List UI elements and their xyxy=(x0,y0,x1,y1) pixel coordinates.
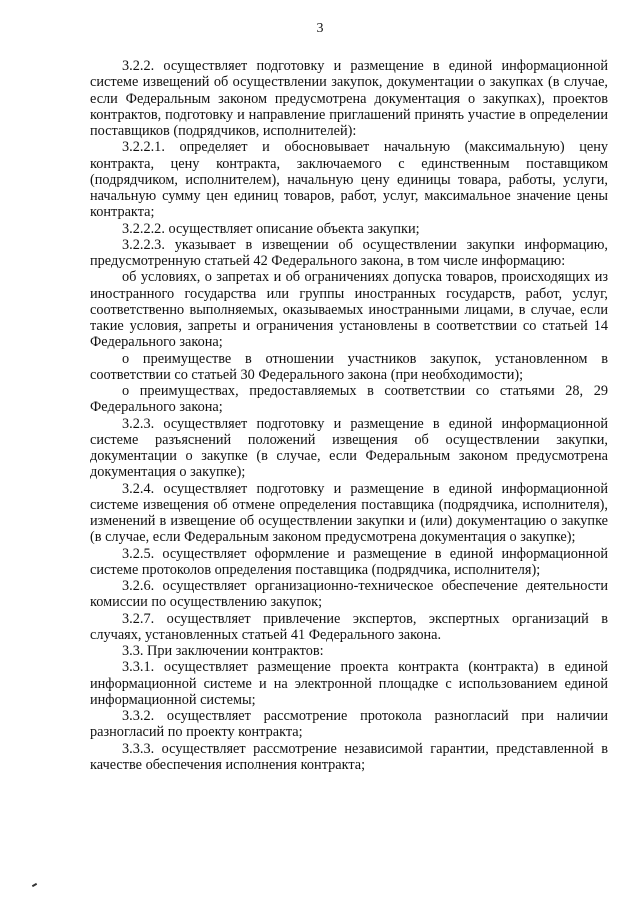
paragraph-3-2-5: 3.2.5. осуществляет оформление и размещение в единой информационной системе протоколов определения поставщика (подрядчика, исполнителя); xyxy=(90,545,608,578)
document-body xyxy=(90,58,608,773)
paragraph-3-3-3: 3.3.3. осуществляет рассмотрение независимой гарантии, представленной в качестве обеспечения исполнения контракта; xyxy=(90,740,608,773)
paragraph-3-2-2-1: 3.2.2.1. определяет и обосновывает начальную (максимальную) цену контракта, цену контракта, заключаемого с единственным поставщиком (подрядчиком, исполнителем), начальную цену единицы товара, работы, услуги, начальную сумму цен единиц товаров, работ, услуг, максимальное значение цены контракта; xyxy=(90,139,608,221)
paragraph-3-3-2: 3.3.2. осуществляет рассмотрение протокола разногласий при наличии разногласий по проекту контракта; xyxy=(90,708,608,741)
paragraph-3-2-7: 3.2.7. осуществляет привлечение экспертов, экспертных организаций в случаях, установленных статьей 41 Федерального закона. xyxy=(90,610,608,643)
paragraph-3-2-2-2: 3.2.2.2. осуществляет описание объекта закупки; xyxy=(122,220,420,237)
paragraph-3-2-3: 3.2.3. осуществляет подготовку и размещение в единой информационной системе разъяснений положений извещения об осуществлении закупки, документации о закупке (в случае, если Федеральным законом предусмотрена документация о закупке); xyxy=(90,415,608,481)
paragraph-restrictions: об условиях, о запретах и об ограничениях допуска товаров, происходящих из иностранного государства или группы иностранных государств, работ, услуг, соответственно выполняемых, оказываемых иностранными лицами, в случае, если такие условия, запреты и ограничения установлены в соответствии со статьей 14 Федерального закона; xyxy=(90,269,608,351)
paragraph-3-2-6: 3.2.6. осуществляет организационно-техническое обеспечение деятельности комиссии по осуществлению закупок; xyxy=(90,578,608,611)
paragraph-3-3-1: 3.3.1. осуществляет размещение проекта контракта (контракта) в единой информационной системе и на электронной площадке с использованием единой информационной системы; xyxy=(90,659,608,708)
page-number: 3 xyxy=(316,21,324,36)
paragraph-3-2-2: 3.2.2. осуществляет подготовку и размещение в единой информационной системе извещений об осуществлении закупок, документации о закупках (в случае, если Федеральным законом предусмотрена документация о закупках), проектов контрактов, подготовку и направление приглашений принять участие в определении поставщиков (подрядчиков, исполнителей): xyxy=(90,58,608,139)
scan-mark xyxy=(32,883,37,887)
paragraph-3-3: 3.3. При заключении контрактов: xyxy=(122,643,324,659)
paragraph-advantage-article-30: о преимуществе в отношении участников закупок, установленном в соответствии со статьей 30 Федерального закона (при необходимости); xyxy=(90,350,608,383)
paragraph-3-2-4: 3.2.4. осуществляет подготовку и размещение в единой информационной системе извещения об отмене определения поставщика (подрядчика, исполнителя), изменений в извещение об осуществлении закупки и (или) документацию о закупке (в случае, если Федеральным законом предусмотрена документация о закупке); xyxy=(90,480,608,546)
paragraph-advantages-articles-28-29: о преимуществах, предоставляемых в соответствии со статьями 28, 29 Федерального закона; xyxy=(90,383,608,416)
paragraph-3-2-2-3: 3.2.2.3. указывает в извещении об осуществлении закупки информацию, предусмотренную статьей 42 Федерального закона, в том числе информацию: xyxy=(90,236,608,269)
